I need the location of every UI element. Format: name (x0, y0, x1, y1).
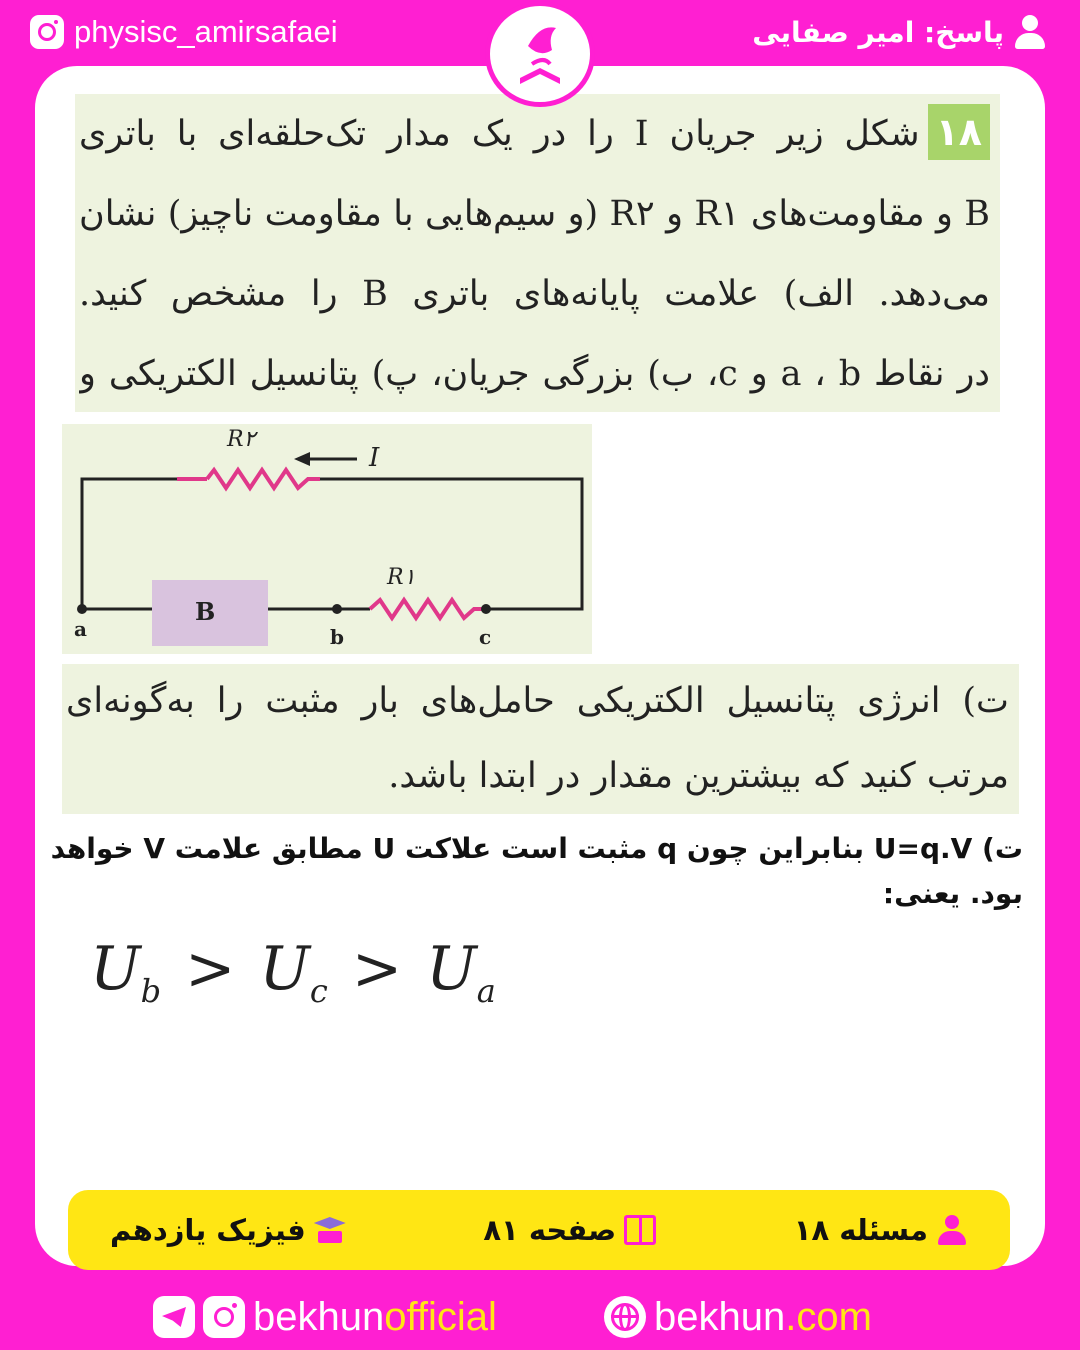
footer-website[interactable] (604, 1294, 872, 1340)
globe-icon (604, 1296, 646, 1338)
question-line-5: ت) انرژی پتانسیل الکتریکی حامل‌های بار مثبت را به‌گونه‌ای (66, 681, 1009, 721)
graduation-cap-icon (314, 1215, 346, 1245)
question-number: ۱۸ (928, 104, 990, 160)
battery-label: B (195, 597, 216, 626)
instagram-icon (30, 15, 64, 49)
footer-social[interactable] (153, 1294, 497, 1340)
page-number: صفحه ۸۱ (483, 1213, 617, 1247)
problem-info (794, 1213, 968, 1247)
node-a-label: a (74, 617, 87, 641)
node-c-label: c (479, 625, 492, 649)
footer-site[interactable]: bekhun.com (654, 1294, 872, 1339)
node-b-label: b (330, 625, 344, 649)
instagram-icon[interactable] (203, 1296, 245, 1338)
term-ub: $U_b$ (90, 934, 162, 1010)
header-instagram[interactable] (30, 12, 338, 52)
greater-than: > (351, 934, 403, 1004)
question-line-2: B و مقاومت‌های R۱ و R۲ (و سیم‌هایی با مقاومت ناچیز) نشان (79, 194, 990, 234)
question-box-bottom (62, 664, 1019, 814)
question-line-6: مرتب کنید که بیشترین مقدار در ابتدا باشد. (388, 756, 1009, 796)
greater-than: > (185, 934, 236, 1004)
info-bar (68, 1190, 1010, 1270)
bekhun-logo (490, 6, 590, 102)
book-icon (624, 1215, 656, 1245)
question-line-3: می‌دهد. الف) علامت پایانه‌های باتری B را مشخص کنید. (79, 274, 990, 314)
answer-text (50, 826, 1023, 916)
question-box (75, 94, 1000, 412)
resistor-r2 (207, 470, 320, 488)
r1-label: R۱ (387, 565, 416, 590)
term-uc: $U_c$ (259, 934, 328, 1010)
instagram-handle: physisc_amirsafaei (74, 14, 338, 49)
r2-label: R۲ (227, 427, 256, 452)
node-a-dot (77, 604, 87, 614)
footer-handle: bekhunofficial (253, 1294, 497, 1339)
content-card (35, 66, 1045, 1266)
current-arrow (294, 452, 310, 466)
question-line-4: در نقاط a ، b و c، ب) بزرگی جریان، پ) پتانسیل الکتریکی و (79, 354, 990, 394)
term-ua: $U_a$ (426, 934, 496, 1010)
person-icon (936, 1215, 968, 1245)
answer-line-1: ت) U=q.V بنابراین چون q مثبت است علاکت U مطابق علامت V خواهد (50, 832, 1023, 865)
question-line-1: ۱۸شکل زیر جریان I را در یک مدار تک‌حلقه‌ای با باتری (79, 94, 990, 174)
subject-info (110, 1213, 346, 1247)
author-text: پاسخ: امیر صفایی (752, 15, 1004, 49)
resistor-r1 (370, 600, 486, 618)
potential-energy-inequality (90, 934, 496, 1014)
subject-name: فیزیک یازدهم (110, 1213, 306, 1247)
answer-line-2: بود. یعنی: (882, 877, 1023, 910)
problem-number: مسئله ۱۸ (793, 1213, 928, 1247)
page-info (483, 1213, 656, 1247)
current-label: I (369, 443, 380, 473)
header-author (752, 12, 1046, 52)
node-b-dot (332, 604, 342, 614)
user-icon (1014, 15, 1046, 49)
node-c-dot (481, 604, 491, 614)
telegram-icon[interactable] (153, 1296, 195, 1338)
circuit-diagram (62, 424, 592, 654)
